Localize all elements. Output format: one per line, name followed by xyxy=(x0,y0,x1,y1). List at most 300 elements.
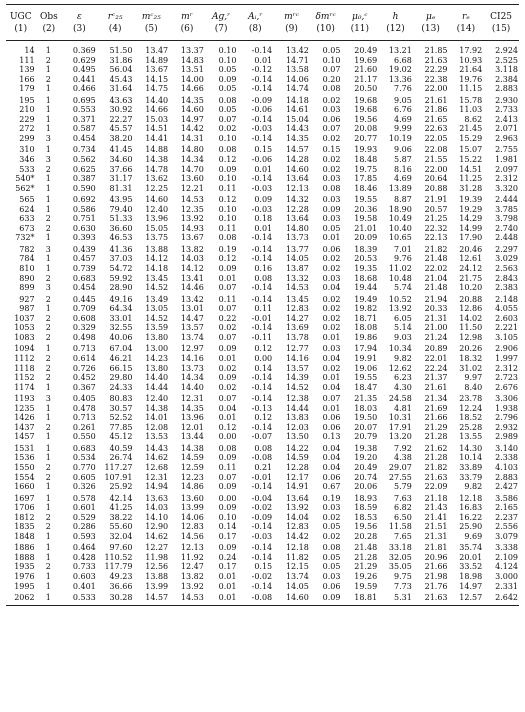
table-cell: 179 xyxy=(19,84,35,94)
table-cell: 14.60 xyxy=(285,164,309,174)
table-cell: 46.53 xyxy=(109,233,133,243)
table-cell: 2.148 xyxy=(495,294,518,304)
table-cell: 11.25 xyxy=(459,174,483,184)
table-cell: 13.80 xyxy=(145,332,169,342)
table-cell: 1 xyxy=(45,453,51,463)
table-cell: -0.06 xyxy=(251,105,273,115)
table-cell: 5.74 xyxy=(394,283,412,293)
table-row xyxy=(6,532,519,542)
table-cell: 21.37 xyxy=(424,373,448,383)
table-cell: 1 xyxy=(45,432,51,442)
table-cell: -0.01 xyxy=(251,472,273,482)
table-cell: 673 xyxy=(19,223,35,233)
col-header-mrc: mʳᶜ xyxy=(284,12,299,22)
table-cell: 784 xyxy=(19,254,35,264)
table-row xyxy=(6,432,519,442)
table-cell: 2 xyxy=(45,363,51,373)
table-cell: 21.48 xyxy=(424,254,448,264)
table-cell: 0.387 xyxy=(72,174,96,184)
table-cell: 12.15 xyxy=(285,562,309,572)
table-cell: 14.35 xyxy=(180,95,204,105)
table-cell: 0.02 xyxy=(322,133,341,143)
table-cell: 12.83 xyxy=(180,522,204,532)
table-cell: 14.51 xyxy=(459,164,483,174)
table-cell: 166 xyxy=(19,74,35,84)
table-cell: 0.15 xyxy=(254,145,273,155)
table-cell: 12.24 xyxy=(459,403,483,413)
table-cell: 1 xyxy=(45,581,51,591)
table-cell: 195 xyxy=(19,95,35,105)
table-cell: 59.92 xyxy=(109,273,133,283)
table-cell: 12.13 xyxy=(285,183,309,193)
table-cell: 12.31 xyxy=(145,472,169,482)
table-cell: 9.05 xyxy=(394,95,412,105)
table-cell: -0.14 xyxy=(251,294,273,304)
table-cell: 110.52 xyxy=(104,552,133,562)
table-cell: 14.74 xyxy=(285,84,309,94)
table-cell: 13.75 xyxy=(145,233,169,243)
table-cell: -0.08 xyxy=(251,593,273,603)
table-cell: -0.02 xyxy=(251,571,273,581)
table-cell: 14.44 xyxy=(285,403,309,413)
table-cell: 19.56 xyxy=(354,522,378,532)
table-cell: -0.14 xyxy=(251,382,273,392)
table-cell: 0.06 xyxy=(322,114,341,124)
table-cell: 13.80 xyxy=(145,363,169,373)
col-number: (14) xyxy=(449,23,484,41)
table-cell: 9.75 xyxy=(394,571,412,581)
table-cell: 37.03 xyxy=(109,254,133,264)
table-cell: 2 xyxy=(45,332,51,342)
table-cell: 0.10 xyxy=(322,55,341,65)
table-cell: 12.35 xyxy=(180,204,204,214)
table-cell: 20.49 xyxy=(354,462,378,472)
table-cell: 1 xyxy=(45,124,51,134)
table-cell: 7.76 xyxy=(394,84,412,94)
col-header-ag: Aɡ,ʳ xyxy=(212,12,231,22)
table-cell: 19.55 xyxy=(354,373,378,383)
table-cell: 14.00 xyxy=(180,74,204,84)
table-cell: 15.05 xyxy=(145,223,169,233)
table-cell: 7.92 xyxy=(394,443,412,453)
table-cell: 1 xyxy=(45,95,51,105)
photometry-table xyxy=(6,4,519,606)
table-cell: 13.69 xyxy=(285,323,309,333)
table-cell: 1 xyxy=(45,382,51,392)
table-cell: 13.44 xyxy=(180,432,204,442)
table-cell: 3 xyxy=(45,244,51,254)
table-cell: 1 xyxy=(45,413,51,423)
table-row xyxy=(6,94,519,106)
table-cell: 0.562 xyxy=(72,155,96,165)
table-cell: 0.286 xyxy=(72,522,96,532)
table-cell: 24.33 xyxy=(109,382,133,392)
table-cell: 0.593 xyxy=(72,531,96,541)
table-row xyxy=(6,492,519,504)
table-cell: 0.12 xyxy=(254,413,273,423)
table-cell: -0.14 xyxy=(251,74,273,84)
table-cell: 24.58 xyxy=(388,394,412,404)
table-cell: 18.46 xyxy=(354,183,378,193)
table-cell: -0.12 xyxy=(251,65,273,75)
col-number: (3) xyxy=(62,23,97,41)
table-cell: 1976 xyxy=(14,571,35,581)
table-cell: 0.464 xyxy=(72,543,96,553)
table-cell: 13.92 xyxy=(285,503,309,513)
table-cell: 22.09 xyxy=(424,482,448,492)
table-cell: 40.59 xyxy=(109,443,133,453)
table-cell: 19.02 xyxy=(388,65,412,75)
table-cell: 21.69 xyxy=(424,403,448,413)
table-cell: 41.25 xyxy=(109,503,133,513)
table-cell: 9.76 xyxy=(394,254,412,264)
table-cell: -0.09 xyxy=(251,512,273,522)
table-cell: 21.29 xyxy=(354,562,378,572)
table-row xyxy=(6,453,519,463)
table-cell: 14.16 xyxy=(285,353,309,363)
table-cell: 1053 xyxy=(14,323,35,333)
table-cell: 13.92 xyxy=(388,304,412,314)
table-cell: 0.01 xyxy=(254,55,273,65)
table-cell: 899 xyxy=(19,283,35,293)
table-cell: 0.11 xyxy=(218,294,237,304)
table-cell: 21.94 xyxy=(424,294,448,304)
table-cell: -0.03 xyxy=(251,124,273,134)
table-cell: 21.82 xyxy=(424,244,448,254)
table-cell: 0.01 xyxy=(218,593,237,603)
table-row xyxy=(6,463,519,473)
table-cell: 0.04 xyxy=(322,462,341,472)
table-cell: 14.44 xyxy=(145,382,169,392)
table-cell: 12.25 xyxy=(145,183,169,193)
table-cell: 7.01 xyxy=(394,244,412,254)
table-cell: 20.09 xyxy=(354,233,378,243)
table-cell: -0.14 xyxy=(251,482,273,492)
table-cell: 0.08 xyxy=(218,145,237,155)
table-row xyxy=(6,84,519,94)
table-row xyxy=(6,473,519,483)
table-cell: 22.38 xyxy=(424,74,448,84)
table-cell: 0.709 xyxy=(72,304,96,314)
table-cell: 22.00 xyxy=(424,164,448,174)
table-cell: -0.14 xyxy=(251,581,273,591)
table-cell: 43.63 xyxy=(109,95,133,105)
table-cell: 2.723 xyxy=(495,373,518,383)
table-cell: 0.07 xyxy=(322,394,341,404)
table-cell: 13.45 xyxy=(285,294,309,304)
table-cell: 0.02 xyxy=(322,512,341,522)
table-cell: 22.00 xyxy=(424,84,448,94)
table-cell: 13.74 xyxy=(180,332,204,342)
table-cell: 1426 xyxy=(14,413,35,423)
table-cell: 8.16 xyxy=(394,164,412,174)
col-number: (2) xyxy=(36,23,63,41)
table-cell: 18.52 xyxy=(459,413,483,423)
table-cell: 2.444 xyxy=(495,195,518,205)
table-cell: 31.28 xyxy=(459,183,483,193)
table-cell: 0.05 xyxy=(322,46,341,55)
table-cell: 1 xyxy=(45,403,51,413)
table-cell: 229 xyxy=(19,114,35,124)
table-cell: 0.00 xyxy=(254,353,273,363)
table-cell: 2 xyxy=(45,323,51,333)
table-row xyxy=(6,293,519,305)
table-cell: 0.02 xyxy=(322,294,341,304)
table-cell: 5.14 xyxy=(394,323,412,333)
table-row xyxy=(6,155,519,165)
table-cell: 21.85 xyxy=(424,46,448,55)
table-cell: 13.62 xyxy=(145,174,169,184)
table-cell: 1 xyxy=(45,84,51,94)
table-row xyxy=(6,323,519,333)
table-cell: 2.883 xyxy=(495,84,518,94)
table-cell: 12.03 xyxy=(285,422,309,432)
table-cell: 1.981 xyxy=(495,155,518,165)
table-cell: 9.99 xyxy=(394,124,412,134)
table-cell: 0.07 xyxy=(218,394,237,404)
table-cell: 0.02 xyxy=(218,363,237,373)
table-cell: 32.04 xyxy=(109,531,133,541)
table-cell: -0.04 xyxy=(251,493,273,503)
table-cell: 0.586 xyxy=(72,204,96,214)
table-row xyxy=(6,423,519,433)
table-cell: 3.306 xyxy=(495,394,518,404)
table-cell: 21.34 xyxy=(424,394,448,404)
table-cell: 21.48 xyxy=(424,283,448,293)
table-cell: 633 xyxy=(19,214,35,224)
table-cell: 14.56 xyxy=(180,531,204,541)
galaxy-parameters-table xyxy=(6,5,519,603)
table-cell: 21.43 xyxy=(424,503,448,513)
table-cell: 0.03 xyxy=(322,273,341,283)
table-cell: 2.312 xyxy=(495,363,518,373)
table-cell: 0.08 xyxy=(254,273,273,283)
table-cell: 0.454 xyxy=(72,133,96,143)
table-cell: 20.88 xyxy=(424,183,448,193)
table-cell: 79.40 xyxy=(109,204,133,214)
table-cell: 12.97 xyxy=(180,344,204,354)
table-cell: 0.498 xyxy=(72,332,96,342)
table-cell: 0.20 xyxy=(322,74,341,84)
table-cell: 32.05 xyxy=(388,552,412,562)
table-cell: 21.61 xyxy=(424,382,448,392)
table-cell: 3.586 xyxy=(495,493,518,503)
header-symbols-row xyxy=(6,5,519,23)
table-cell: 14.16 xyxy=(180,353,204,363)
table-cell: 0.587 xyxy=(72,124,96,134)
table-cell: -0.03 xyxy=(251,531,273,541)
table-row xyxy=(6,392,519,404)
table-cell: 0.629 xyxy=(72,55,96,65)
table-cell: 13.53 xyxy=(145,432,169,442)
table-cell: 22.08 xyxy=(424,145,448,155)
table-cell: 14.35 xyxy=(180,403,204,413)
table-row xyxy=(6,115,519,125)
table-cell: 64.34 xyxy=(109,304,133,314)
table-cell: 10.65 xyxy=(388,233,412,243)
table-cell: 111 xyxy=(19,55,35,65)
table-cell: 1550 xyxy=(14,462,35,472)
table-cell: 14.51 xyxy=(145,124,169,134)
table-cell: 1 xyxy=(45,503,51,513)
table-row xyxy=(6,205,519,215)
table-cell: 14.93 xyxy=(180,223,204,233)
table-cell: 0.12 xyxy=(218,254,237,264)
table-cell: 0.08 xyxy=(322,183,341,193)
table-cell: 21.75 xyxy=(459,273,483,283)
col-number: (5) xyxy=(133,23,169,41)
table-cell: 1886 xyxy=(14,543,35,553)
table-row xyxy=(6,105,519,115)
table-cell: 533 xyxy=(19,164,35,174)
table-cell: 0.08 xyxy=(254,443,273,453)
table-cell: 987 xyxy=(19,304,35,314)
table-cell: 6.68 xyxy=(394,55,412,65)
table-cell: 33.18 xyxy=(388,543,412,553)
col-number: (13) xyxy=(413,23,449,41)
table-cell: 17.92 xyxy=(459,46,483,55)
table-cell: 35.05 xyxy=(388,562,412,572)
table-row xyxy=(6,75,519,85)
table-cell: 12.27 xyxy=(145,543,169,553)
table-cell: 0.11 xyxy=(218,462,237,472)
table-cell: 0.07 xyxy=(322,124,341,134)
table-cell: 1 xyxy=(45,195,51,205)
table-cell: 13.73 xyxy=(180,363,204,373)
table-cell: 14.34 xyxy=(180,155,204,165)
table-cell: 0.10 xyxy=(218,512,237,522)
table-cell: 14.97 xyxy=(459,581,483,591)
table-cell: 0.726 xyxy=(72,363,96,373)
table-cell: 0.445 xyxy=(72,294,96,304)
table-cell: 22.05 xyxy=(424,133,448,143)
table-cell: 2 xyxy=(45,562,51,572)
col-header-ci25: CI25 xyxy=(490,12,513,22)
table-cell: 20.57 xyxy=(424,204,448,214)
table-cell: 1554 xyxy=(14,472,35,482)
table-cell: 2.563 xyxy=(495,264,518,274)
table-cell: 0.454 xyxy=(72,283,96,293)
table-cell: 21.63 xyxy=(424,593,448,603)
table-cell: 13.73 xyxy=(285,233,309,243)
table-cell: 1235 xyxy=(14,403,35,413)
table-cell: 1 xyxy=(45,233,51,243)
table-cell: 13.82 xyxy=(180,571,204,581)
table-cell: 2 xyxy=(45,214,51,224)
table-cell: 2.165 xyxy=(495,503,518,513)
table-cell: 14.89 xyxy=(145,55,169,65)
table-cell: 0.550 xyxy=(72,432,96,442)
table-cell: 13.42 xyxy=(285,46,309,55)
table-cell: 10.14 xyxy=(459,453,483,463)
table-cell: 2.331 xyxy=(495,581,518,591)
table-cell: 14.57 xyxy=(285,145,309,155)
table-cell: 0.439 xyxy=(72,244,96,254)
table-cell: 0.14 xyxy=(254,363,273,373)
table-cell: 2.924 xyxy=(495,46,518,55)
table-cell: 14.28 xyxy=(285,155,309,165)
table-cell: 14.38 xyxy=(145,403,169,413)
table-cell: 732* xyxy=(15,233,35,243)
table-cell: 14.52 xyxy=(145,313,169,323)
table-cell: 80.83 xyxy=(109,394,133,404)
table-cell: 5.87 xyxy=(394,155,412,165)
table-cell: 0.04 xyxy=(322,443,341,453)
table-cell: 0.367 xyxy=(72,382,96,392)
table-cell: 0.02 xyxy=(322,95,341,105)
table-cell: 21.65 xyxy=(424,114,448,124)
table-cell: 2 xyxy=(45,462,51,472)
table-cell: 56.04 xyxy=(109,65,133,75)
table-cell: 1083 xyxy=(14,332,35,342)
table-cell: 0.02 xyxy=(218,323,237,333)
table-cell: 14.52 xyxy=(285,382,309,392)
table-cell: 9.97 xyxy=(464,373,483,383)
table-cell: 18.93 xyxy=(354,493,378,503)
table-cell: 2 xyxy=(45,223,51,233)
table-cell: 12.56 xyxy=(145,562,169,572)
table-cell: 0.10 xyxy=(218,214,237,224)
col-number: (12) xyxy=(378,23,413,41)
table-cell: 1 xyxy=(45,493,51,503)
table-cell: 0.04 xyxy=(322,283,341,293)
table-cell: 4.38 xyxy=(394,453,412,463)
table-cell: 10.40 xyxy=(388,223,412,233)
table-row xyxy=(6,243,519,255)
table-cell: 19.91 xyxy=(354,353,378,363)
table-cell: 22.02 xyxy=(424,264,448,274)
table-cell: 0.09 xyxy=(254,195,273,205)
table-cell: 15.78 xyxy=(459,95,483,105)
table-cell: -0.03 xyxy=(251,183,273,193)
table-cell: 2.237 xyxy=(495,512,518,522)
table-cell: 1.997 xyxy=(495,353,518,363)
table-row xyxy=(6,264,519,274)
table-cell: 19.82 xyxy=(354,304,378,314)
table-cell: 0.02 xyxy=(322,363,341,373)
table-cell: 18.81 xyxy=(354,593,378,603)
table-cell: 1 xyxy=(45,65,51,75)
table-cell: 14.41 xyxy=(145,133,169,143)
table-cell: 3.140 xyxy=(495,443,518,453)
table-cell: 18.90 xyxy=(388,204,412,214)
table-cell: 13.92 xyxy=(180,581,204,591)
table-cell: 3 xyxy=(45,133,51,143)
table-cell: 21.62 xyxy=(424,443,448,453)
table-cell: 0.03 xyxy=(322,503,341,513)
table-cell: -0.14 xyxy=(251,422,273,432)
table-cell: 12.38 xyxy=(285,394,309,404)
table-cell: 37.66 xyxy=(109,164,133,174)
table-cell: 33.01 xyxy=(109,313,133,323)
table-cell: 2 xyxy=(45,294,51,304)
table-cell: 36.60 xyxy=(109,223,133,233)
table-cell: -0.13 xyxy=(251,403,273,413)
table-cell: 30.28 xyxy=(109,593,133,603)
table-cell: 562* xyxy=(15,183,35,193)
table-cell: 0.01 xyxy=(218,353,237,363)
table-cell: 2.733 xyxy=(495,105,518,115)
table-row xyxy=(6,522,519,532)
table-cell: 21.28 xyxy=(424,432,448,442)
table-cell: 0.713 xyxy=(72,344,96,354)
table-cell: 12.23 xyxy=(180,472,204,482)
table-cell: 21.24 xyxy=(424,332,448,342)
table-cell: 0.02 xyxy=(322,264,341,274)
table-cell: 0.405 xyxy=(72,394,96,404)
table-cell: 14.80 xyxy=(285,223,309,233)
table-cell: 2 xyxy=(45,373,51,383)
